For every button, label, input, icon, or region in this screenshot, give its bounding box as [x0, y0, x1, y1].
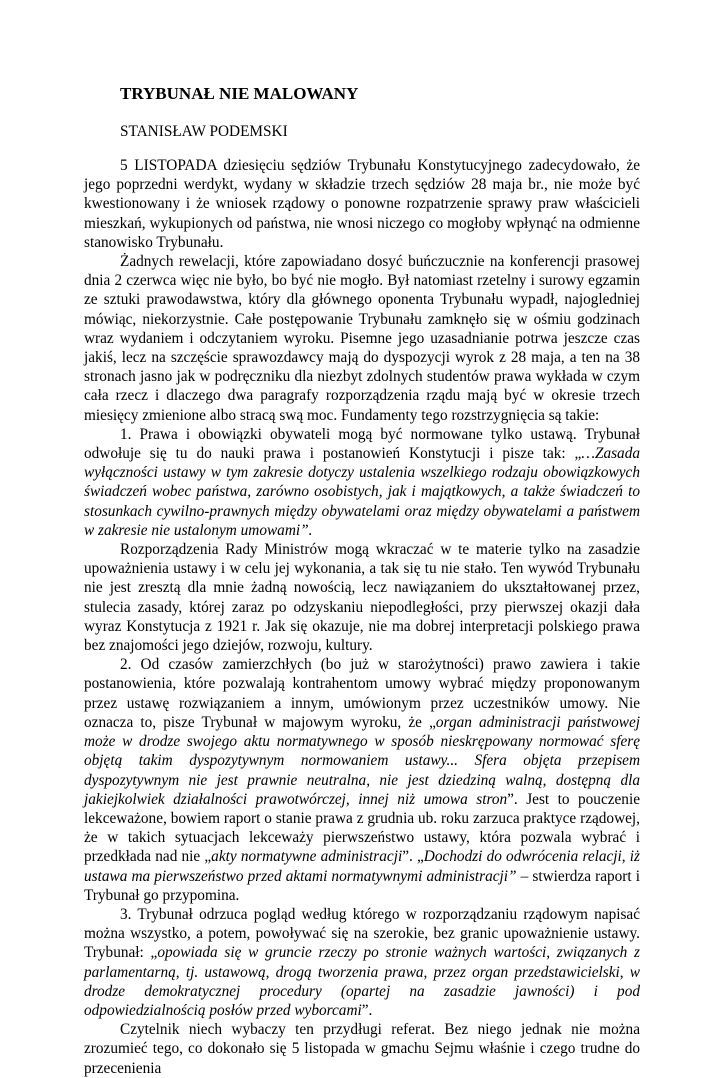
paragraph-5-quote-b: organ administracji państwowej może w drodze swojego aktu normatywnego w sposób nieskrępowany normować sferę objętą takim dyspozytywnym normowaniem ustawy... Sfera objęta przepisem dyspozytywnym nie jest prawnie neutralna, nie jest dziedziną walną, dostępną dla jakiejkolwiek działalności prawotwórczej, innej niż umowa stron	[84, 713, 640, 808]
paragraph-5	[84, 655, 640, 905]
paragraph-5-quote-f: Dochodzi do odwrócenia relacji, iż ustawa ma pierwszeństwo przed aktami normatywnymi administracji”	[84, 848, 640, 885]
article-author: STANISŁAW PODEMSKI	[120, 123, 288, 140]
paragraph-7: Czytelnik niech wybaczy ten przydługi referat. Bez niego jednak nie można zrozumieć tego, co dokonało się 5 listopada w gmachu Sejmu właśnie i czego trudne do przecenienia	[84, 1021, 640, 1077]
paragraph-3	[84, 425, 640, 540]
paragraph-3-quote: …Zasada wyłączności ustawy w tym zakresie dotyczy ustalenia wszelkiego rodzaju obowiązkowych świadczeń wobec państwa, zarówno osobistych, jak i majątkowych, a także świadczeń to stosunkach cywilno-prawnych między obywatelami oraz między obywatelami a państwem w zakresie nie ustalonym umowami”.	[84, 445, 640, 539]
paragraph-6-quote-b: opowiada się w gruncie rzeczy po stronie ważnych wartości, związanych z parlamentarną, tj. ustawową, drogą tworzenia prawa, przez organ przedstawicielski, w drodze demokratycznej procedury (opartej na zasadzie jawności) i pod odpowiedzialnością posłów przed wyborcami	[84, 944, 641, 1019]
paragraph-1: 5 LISTOPADA dziesięciu sędziów Trybunału Konstytucyjnego zadecydowało, że jego poprzedni werdykt, wydany w składzie trzech sędziów 28 maja br., nie może być kwestionowany i że wniosek rządowy o ponowne rozpatrzenie sprawy praw właścicieli mieszkań, wykupionych od państwa, nie wnosi niczego co mogłoby wpłynąć na odmienne stanowisko Trybunału.	[84, 157, 640, 251]
paragraph-6-text-a: 3. Trybunał odrzuca pogląd według którego w rozporządzaniu rządowym napisać można wszystko, a potem, powoływać się na szerokie, bez granic upoważnienie ustawy. Trybunał: „	[84, 905, 640, 962]
paragraph-2: Żadnych rewelacji, które zapowiadano dosyć buńczucznie na konferencji prasowej dnia 2 czerwca więc nie było, bo być nie mogło. Był natomiast rzetelny i surowy egzamin ze sztuki prawodawstwa, który dla głównego oponenta Trybunału wypadł, najogledniej mówiąc, niekorzystnie. Całe postępowanie Trybunału zamknęło się w ośmiu godzinach wraz wydaniem i odczytaniem wyroku. Pisemne jego uzasadnianie potrwa jeszcze czas jakiś, lecz na szczęście sprawozdawcy mają do dyspozycji wyrok z 28 maja, a ten na 38 stronach jasno jak w podręczniku dla niezbyt zdolnych studentów prawa wykłada w czym cała rzecz i dlaczego dwa paragrafy rozporządzenia rządu mają być w okresie trzech miesięcy zmienione albo stracą swą moc. Fundamenty tego rozstrzygnięcia są takie:	[84, 253, 640, 424]
paragraph-5-text-g: – stwierdza raport i Trybunał go przypomina.	[84, 867, 640, 904]
paragraph-5-text-a: 2. Od czasów zamierzchłych (bo już w starożytności) prawo zawiera i takie postanowienia, które pozwalają kontrahentom umowy wybrać między proponowanym przez ustawę rozwiązaniem a innym, umówionym przez uczestników umowy. Nie oznacza to, pisze Trybunał w majowym wyroku, że „	[84, 656, 640, 731]
paragraph-5-text-c: ”. Jest to pouczenie lekceważone, bowiem raport o stanie prawa z grudnia ub. roku zarzuca praktyce rządowej, że w takich sytuacjach lekceważy pierwszeństwo ustawy, która pozwala wybrać i przedkłada nad nie „	[84, 790, 640, 866]
article-body	[84, 84, 640, 1078]
paragraph-6-text-c: ”.	[361, 1001, 373, 1019]
paragraph-5-text-e: ”. „	[402, 848, 424, 866]
article-title: TRYBUNAŁ NIE MALOWANY	[120, 84, 359, 103]
paragraph-6	[84, 905, 640, 1020]
paragraph-4: Rozporządzenia Rady Ministrów mogą wkraczać w te materie tylko na zasadzie upoważnienia ustawy i w celu jej wykonania, a tak się tu nie stało. Ten wywód Trybunału nie jest zresztą dla mnie żadną nowością, lecz nawiązaniem do ukształtowanej przez, stulecia zasady, której zaraz po odzyskaniu niepodległości, przy pierwszej okazji dała wyraz Konstytucja z 1921 r. Jak się okazuje, nie ma dobrej interpretacji polskiego prawa bez znajomości jego dziejów, rozwoju, kultury.	[84, 541, 640, 655]
paragraph-3-text: 1. Prawa i obowiązki obywateli mogą być normowane tylko ustawą. Trybunał odwołuje się tu do nauki prawa i postanowień Konstytucji i pisze tak: „	[84, 425, 640, 463]
paragraph-5-quote-d: akty normatywne administracji	[211, 848, 403, 866]
